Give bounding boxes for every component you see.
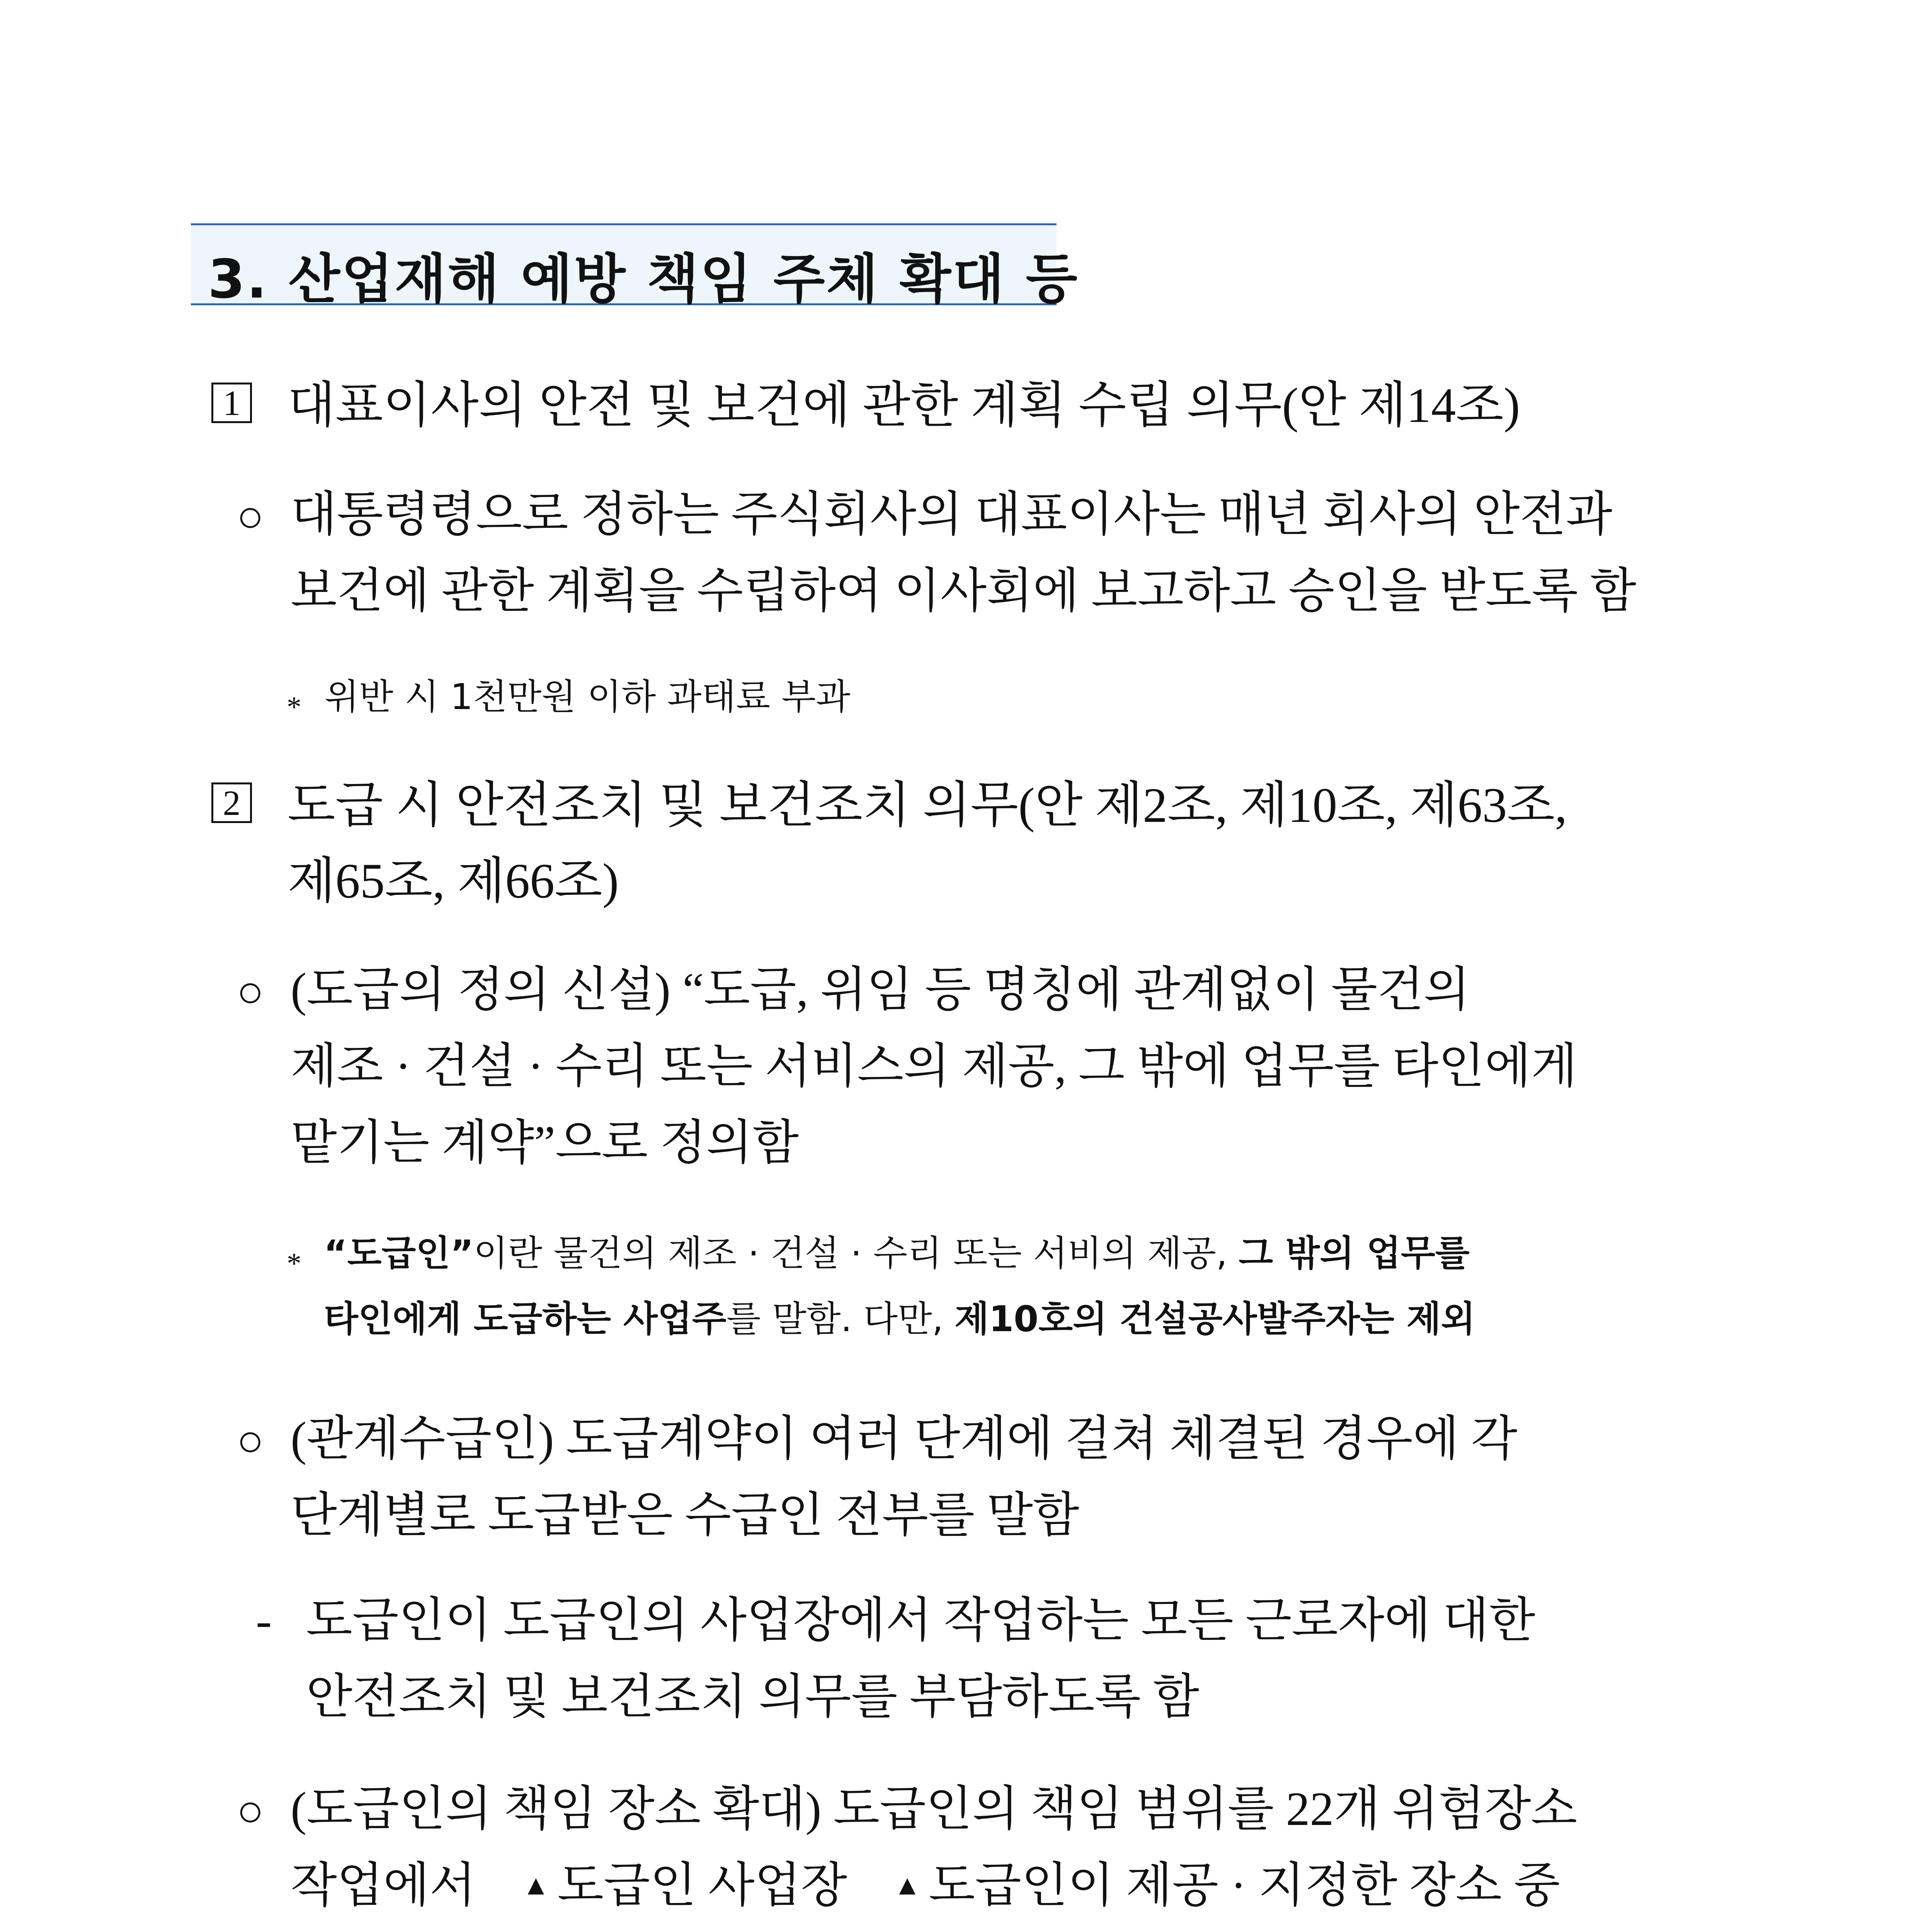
- triangle-icon: ▲: [522, 1870, 550, 1901]
- bullet-line: 단계별로 도급받은 수급인 전부를 말함: [291, 1489, 1079, 1542]
- item-heading: 도급 시 안전조치 및 보건조치 의무(안 제2조, 제10조, 제63조,: [288, 778, 1567, 833]
- bullet-text: 도급인 사업장: [557, 1859, 847, 1912]
- bullet-line: (도급의 정의 신설) “도급, 위임 등 명칭에 관계없이 물건의: [291, 963, 1470, 1016]
- bullet-symbol: ○: [237, 1415, 264, 1466]
- item-number-box: 1: [211, 383, 252, 423]
- dash-symbol: -: [256, 1594, 272, 1647]
- bullet-line: 맡기는 계약”으로 정의함: [291, 1116, 799, 1169]
- bullet-text: 도급인이 제공 · 지정한 장소 중: [929, 1859, 1560, 1912]
- note-mark: *: [287, 691, 301, 723]
- item-heading: 제65조, 제66조): [288, 854, 619, 908]
- bullet-line: 보건에 관한 계획을 수립하여 이사회에 보고하고 승인을 받도록 함: [291, 565, 1637, 617]
- section-title: 3. 산업재해 예방 책임 주체 확대 등: [208, 248, 1079, 310]
- triangle-icon: ▲: [893, 1870, 921, 1901]
- bullet-line: (관계수급인) 도급계약이 여러 단계에 걸쳐 체결된 경우에 각: [291, 1412, 1518, 1465]
- dash-line: 도급인이 도급인의 사업장에서 작업하는 모든 근로자에 대한: [306, 1594, 1535, 1647]
- note-bold: 그 밖의 업무를: [1239, 1233, 1470, 1274]
- dash-line: 안전조치 및 보건조치 의무를 부담하도록 함: [306, 1670, 1200, 1723]
- bullet-line: 대통령령으로 정하는 주식회사의 대표이사는 매년 회사의 안전과: [291, 488, 1613, 541]
- bullet-symbol: ○: [237, 491, 264, 542]
- item-number-box: 2: [211, 782, 252, 823]
- bullet-line: (도급인의 책임 장소 확대) 도급인의 책임 범위를 22개 위험장소: [291, 1782, 1577, 1835]
- note-bold: “도급인”: [324, 1233, 474, 1274]
- item-heading: 대표이사의 안전 및 보건에 관한 계획 수립 의무(안 제14조): [288, 378, 1520, 433]
- note-normal: 이란 물건의 제조 · 건설 · 수리 또는 서비의 제공,: [473, 1233, 1239, 1274]
- note-text: 위반 시 1천만원 이하 과태료 부과: [325, 676, 851, 718]
- bullet-symbol: ○: [237, 1786, 264, 1836]
- note-normal: 를 말함. 다만,: [726, 1298, 955, 1340]
- bullet-symbol: ○: [237, 966, 264, 1017]
- bullet-line: [291, 1859, 1560, 1912]
- note-line: [324, 1298, 1475, 1340]
- bullet-text: 작업에서: [291, 1859, 476, 1912]
- note-bold: 제10호의 건설공사발주자는 제외: [955, 1298, 1475, 1340]
- note-line: [324, 1233, 1470, 1274]
- note-bold: 타인에게 도급하는 사업주: [324, 1298, 727, 1340]
- bullet-line: 제조 · 건설 · 수리 또는 서비스의 제공, 그 밖에 업무를 타인에게: [291, 1040, 1577, 1093]
- note-mark: *: [287, 1247, 301, 1280]
